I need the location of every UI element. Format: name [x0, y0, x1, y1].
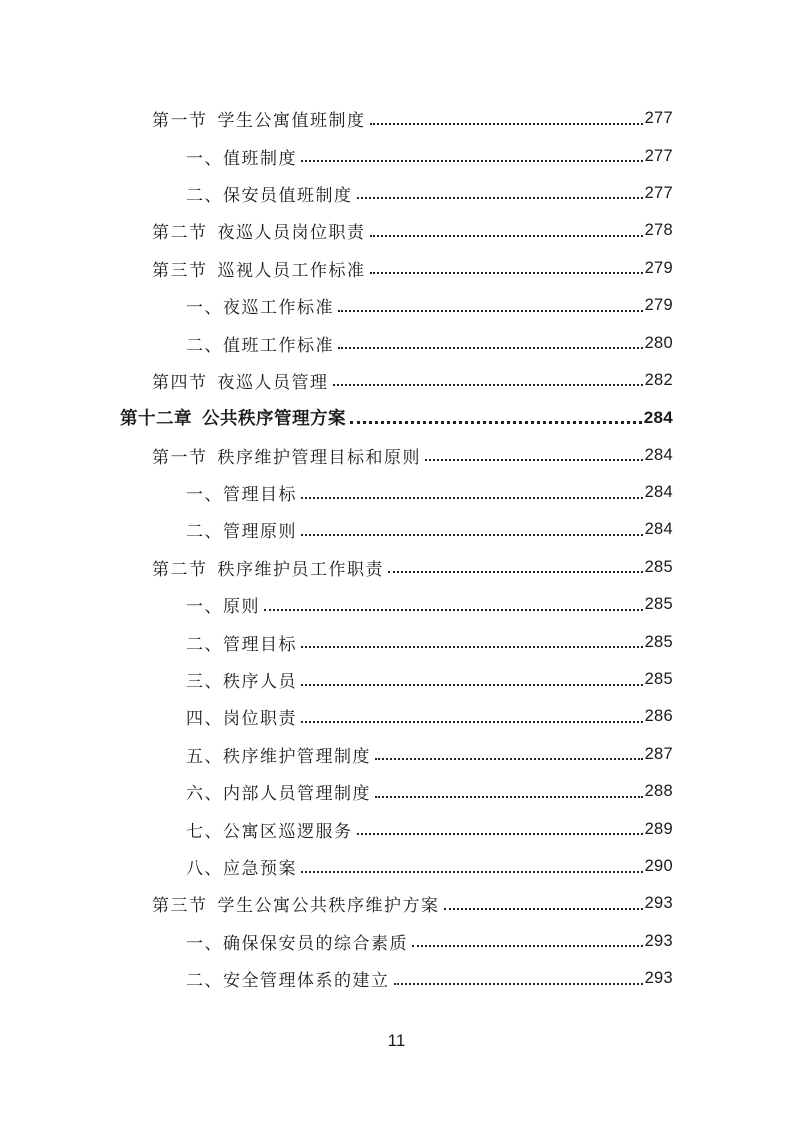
toc-entry[interactable]: [0, 885, 793, 922]
toc-entry-prefix: 第一节: [152, 447, 208, 468]
toc-entry[interactable]: [0, 399, 793, 436]
toc-entry-prefix: 二、: [186, 335, 223, 356]
toc-entry-title: [186, 517, 297, 542]
dot-leader: [301, 684, 643, 686]
dot-leader: [333, 384, 643, 386]
dot-leader: [412, 945, 643, 947]
toc-entry-page: 286: [644, 707, 673, 726]
dot-leader: [375, 758, 643, 760]
toc-entry-title: [186, 293, 334, 318]
toc-entry-prefix: 第一节: [152, 111, 208, 132]
toc-entry-text: 确保保安员的综合素质: [223, 933, 408, 954]
dot-leader: [301, 646, 643, 648]
toc-entry-text: 安全管理体系的建立: [223, 971, 390, 992]
toc-entry-prefix: 一、: [186, 148, 223, 169]
dot-leader: [370, 123, 643, 125]
toc-entry-text: 夜巡人员管理: [217, 372, 329, 393]
toc-entry-page: 293: [644, 931, 673, 950]
toc-entry-prefix: 第三节: [152, 260, 208, 281]
toc-entry-page: 284: [644, 445, 673, 464]
toc-entry-text: 管理目标: [223, 634, 297, 655]
dot-leader: [394, 983, 643, 985]
toc-entry-text: 原则: [223, 597, 260, 618]
toc-entry-page: 279: [644, 258, 673, 277]
toc-entry-title: [186, 181, 353, 206]
toc-entry-title: [186, 817, 353, 842]
toc-entry-prefix: 一、: [186, 298, 223, 319]
toc-entry[interactable]: [0, 511, 793, 548]
toc-entry-text: 值班制度: [223, 148, 297, 169]
toc-entry-text: 秩序维护管理目标和原则: [217, 447, 421, 468]
toc-entry-prefix: 三、: [186, 672, 223, 693]
toc-entry[interactable]: [0, 212, 793, 249]
toc-entry-title: [186, 331, 334, 356]
dot-leader: [301, 497, 643, 499]
toc-entry-page: 285: [644, 557, 673, 576]
toc-entry[interactable]: [0, 736, 793, 773]
toc-entry-page: 287: [644, 744, 673, 763]
toc-entry-page: 293: [644, 969, 673, 988]
dot-leader: [350, 421, 642, 424]
toc-entry-page: 288: [644, 782, 673, 801]
toc-entry-prefix: 二、: [186, 185, 223, 206]
dot-leader: [444, 908, 643, 910]
toc-entry-title: [186, 630, 297, 655]
toc-entry[interactable]: [0, 773, 793, 810]
toc-entry[interactable]: [0, 960, 793, 997]
toc-entry-page: 289: [644, 819, 673, 838]
toc-entry[interactable]: [0, 175, 793, 212]
toc-entry-title: [186, 929, 408, 954]
toc-entry-prefix: 第十二章: [120, 409, 192, 430]
toc-entry-page: 290: [644, 857, 673, 875]
toc-entry[interactable]: [0, 923, 793, 960]
toc-entry-prefix: 第四节: [152, 372, 208, 393]
toc-entry-title: [186, 144, 297, 169]
toc-entry-title: [120, 405, 346, 430]
toc-entry[interactable]: [0, 137, 793, 174]
toc-entry-text: 管理原则: [223, 522, 297, 543]
toc-entry[interactable]: [0, 100, 793, 137]
toc-entry-title: [186, 854, 297, 879]
toc-entry-page: 280: [644, 333, 673, 352]
toc-entry-page: 277: [644, 183, 673, 202]
toc-entry[interactable]: [0, 324, 793, 361]
toc-entry-text: 公共秩序管理方案: [202, 409, 346, 430]
toc-entry-title: [186, 667, 297, 692]
toc-entry-text: 公寓区巡逻服务: [223, 821, 353, 842]
toc-entry-prefix: 二、: [186, 522, 223, 543]
toc-entry-title: [152, 891, 440, 916]
toc-entry-page: 284: [644, 520, 673, 539]
toc-entry[interactable]: [0, 362, 793, 399]
toc-entry-prefix: 第二节: [152, 223, 208, 244]
toc-entry-prefix: 四、: [186, 709, 223, 730]
toc-entry-text: 巡视人员工作标准: [217, 260, 366, 281]
toc-entry-title: [186, 592, 260, 617]
toc-entry-title: [186, 966, 390, 991]
toc-entry[interactable]: [0, 848, 793, 885]
toc-entry-page: 293: [644, 894, 673, 913]
toc-entry-text: 保安员值班制度: [223, 185, 353, 206]
toc-entry-page: 284: [644, 483, 673, 502]
toc-entry-title: [186, 704, 297, 729]
toc-entry-page: 284: [643, 407, 673, 427]
toc-entry-page: 278: [644, 221, 673, 240]
toc-entry-title: [152, 368, 329, 393]
toc-entry[interactable]: [0, 437, 793, 474]
toc-entry-text: 夜巡人员岗位职责: [217, 223, 366, 244]
toc-entry-title: [152, 555, 384, 580]
toc-entry-text: 岗位职责: [223, 709, 297, 730]
page-number: 11: [387, 1031, 406, 1050]
toc-entry-text: 秩序维护员工作职责: [217, 559, 384, 580]
toc-entry-prefix: 第三节: [152, 896, 208, 917]
toc-entry-text: 学生公寓公共秩序维护方案: [217, 896, 440, 917]
toc-entry-text: 夜巡工作标准: [223, 298, 334, 319]
toc-entry-prefix: 第二节: [152, 559, 208, 580]
toc-entry-prefix: 六、: [186, 784, 223, 805]
toc-entry-page: 277: [644, 146, 673, 165]
toc-entry-prefix: 八、: [186, 859, 223, 879]
toc-entry-prefix: 二、: [186, 971, 223, 992]
toc-entry-prefix: 二、: [186, 634, 223, 655]
dot-leader: [370, 272, 643, 274]
toc-entry-prefix: 一、: [186, 933, 223, 954]
dot-leader: [370, 235, 643, 237]
dot-leader: [301, 534, 643, 536]
toc-entry[interactable]: [0, 698, 793, 735]
toc-entry-page: 285: [644, 632, 673, 651]
toc-entry-title: [186, 742, 371, 767]
table-of-contents: [0, 100, 793, 997]
toc-entry[interactable]: [0, 810, 793, 847]
dot-leader: [338, 347, 643, 349]
toc-entry-text: 秩序人员: [223, 672, 297, 693]
toc-entry[interactable]: [0, 661, 793, 698]
dot-leader: [301, 871, 643, 873]
toc-entry-page: 285: [644, 595, 673, 614]
toc-entry-title: [186, 779, 371, 804]
toc-entry-text: 内部人员管理制度: [223, 784, 371, 805]
toc-entry-title: [152, 443, 421, 468]
toc-entry-page: 282: [644, 370, 673, 389]
dot-leader: [388, 571, 643, 573]
toc-entry-prefix: 七、: [186, 821, 223, 842]
toc-entry-text: 管理目标: [223, 485, 297, 506]
dot-leader: [375, 796, 643, 798]
toc-entry-page: 285: [644, 670, 673, 689]
toc-entry-title: [152, 106, 366, 131]
dot-leader: [357, 197, 643, 199]
toc-entry-prefix: 一、: [186, 485, 223, 506]
toc-entry-prefix: 五、: [186, 746, 223, 767]
toc-entry-title: [186, 480, 297, 505]
toc-entry[interactable]: [0, 549, 793, 586]
dot-leader: [264, 609, 643, 611]
toc-entry-text: 学生公寓值班制度: [217, 111, 366, 132]
toc-entry-prefix: 一、: [186, 597, 223, 618]
dot-leader: [301, 160, 643, 162]
toc-entry-text: 值班工作标准: [223, 335, 334, 356]
toc-entry-title: [152, 218, 366, 243]
toc-entry[interactable]: [0, 250, 793, 287]
dot-leader: [357, 833, 643, 835]
toc-entry[interactable]: [0, 586, 793, 623]
toc-entry-title: [152, 256, 366, 281]
toc-entry-page: 277: [644, 109, 673, 128]
toc-entry[interactable]: [0, 623, 793, 660]
toc-entry-text: 应急预案: [223, 859, 297, 879]
dot-leader: [425, 459, 643, 461]
dot-leader: [338, 310, 643, 312]
dot-leader: [301, 721, 643, 723]
toc-entry-page: 279: [644, 296, 673, 315]
toc-entry[interactable]: [0, 287, 793, 324]
toc-entry-text: 秩序维护管理制度: [223, 746, 371, 767]
toc-entry[interactable]: [0, 474, 793, 511]
